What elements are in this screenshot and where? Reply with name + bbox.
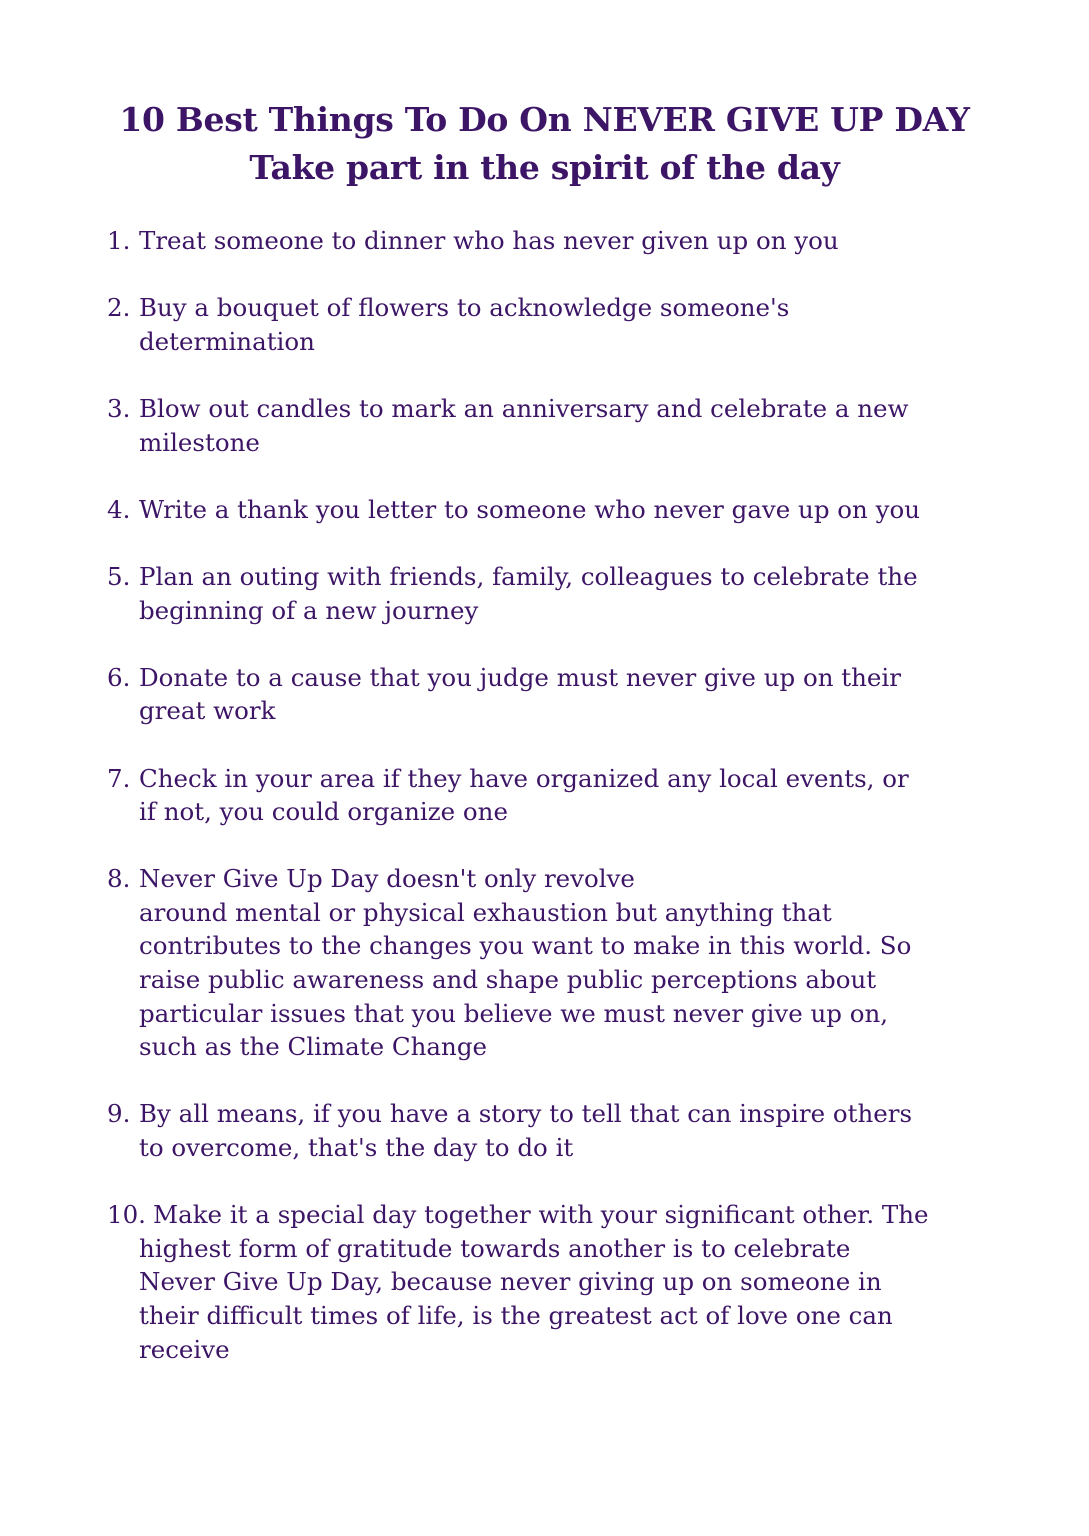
list-item [107, 862, 1007, 1064]
list-item-number: 9. [107, 1099, 131, 1129]
list-item-text [139, 862, 1007, 1064]
list-item [107, 392, 1007, 459]
list-item-text [139, 1097, 1007, 1164]
things-to-do-list [107, 224, 1007, 1400]
list-item-line: Donate to a cause that you judge must never give up on their [139, 662, 901, 692]
list-item [107, 762, 1007, 829]
list-item-number: 3. [107, 393, 131, 423]
list-item-line: great work [139, 696, 276, 726]
list-item-text [139, 762, 1007, 829]
list-item-number: 2. [107, 293, 131, 323]
list-item-text [139, 661, 1007, 728]
list-item-line: Plan an outing with friends, family, colleagues to celebrate the [139, 561, 918, 591]
list-item-line: Buy a bouquet of flowers to acknowledge someone's [139, 293, 790, 323]
list-item [107, 661, 1007, 728]
list-item-line: contributes to the changes you want to make in this world. So [139, 931, 912, 961]
page-subtitle: Take part in the spirit of the day [249, 148, 840, 187]
list-item-line: if not, you could organize one [139, 797, 508, 827]
list-item-line: beginning of a new journey [139, 595, 479, 625]
list-item [107, 224, 1007, 258]
list-item-text [139, 392, 1007, 459]
list-item-line: By all means, if you have a story to tell that can inspire others [139, 1099, 913, 1129]
list-item-text [139, 1198, 1007, 1366]
list-item-line: milestone [139, 427, 260, 457]
list-item-line: Treat someone to dinner who has never given up on you [139, 226, 839, 255]
list-item-number: 7. [107, 763, 131, 793]
list-item-number: 1. [107, 226, 131, 255]
page-title: 10 Best Things To Do On NEVER GIVE UP DAY [119, 100, 970, 139]
list-item-number: 10. [107, 1200, 146, 1230]
list-item-text [139, 224, 1007, 258]
list-item-line: receive [139, 1334, 230, 1364]
list-item-number: 8. [107, 864, 131, 894]
list-item-line: to overcome, that's the day to do it [139, 1133, 574, 1163]
list-item-line: Never Give Up Day, because never giving up on someone in [139, 1267, 882, 1297]
list-item-number: 5. [107, 561, 131, 591]
list-item-text [139, 560, 1007, 627]
list-item [107, 1198, 1007, 1366]
list-item [107, 291, 1007, 358]
list-item-line: raise public awareness and shape public perceptions about [139, 965, 877, 995]
list-item-line: Blow out candles to mark an anniversary and celebrate a new [139, 393, 909, 423]
list-item-text [139, 291, 1007, 358]
list-item [107, 560, 1007, 627]
list-item-line: their difficult times of life, is the greatest act of love one can [139, 1301, 893, 1330]
list-item [107, 1097, 1007, 1164]
list-item-number: 6. [107, 662, 131, 692]
list-item-line: such as the Climate Change [139, 1032, 488, 1062]
list-item-line: Check in your area if they have organized any local events, or [139, 763, 909, 793]
list-item-number: 4. [107, 494, 131, 524]
list-item [107, 493, 1007, 527]
list-item-line: highest form of gratitude towards another is to celebrate [139, 1233, 851, 1263]
list-item-line: Write a thank you letter to someone who never gave up on you [139, 494, 920, 524]
list-item-line: particular issues that you believe we must never give up on, [139, 998, 889, 1028]
list-item-text [139, 493, 1007, 527]
list-item-line: Make it a special day together with your significant other. The [153, 1200, 929, 1230]
list-item-line: around mental or physical exhaustion but anything that [139, 897, 832, 927]
title-block [0, 96, 1089, 192]
list-item-line: determination [139, 326, 315, 356]
list-item-line: Never Give Up Day doesn't only revolve [139, 864, 635, 894]
